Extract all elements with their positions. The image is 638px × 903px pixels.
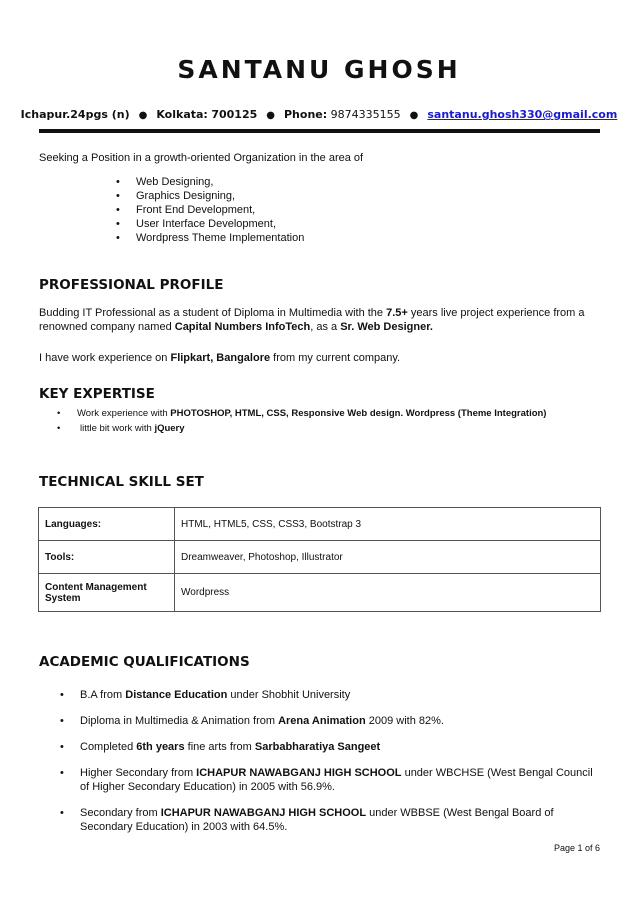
objective-intro: Seeking a Position in a growth-oriented Organization in the area of bbox=[39, 152, 364, 164]
email-link[interactable]: santanu.ghosh330@gmail.com bbox=[427, 108, 618, 121]
city-label: Kolkata: bbox=[156, 108, 208, 121]
header-rule bbox=[39, 129, 600, 133]
table-row: Languages: HTML, HTML5, CSS, CSS3, Bootstrap 3 bbox=[39, 508, 601, 541]
list-item: • Front End Development, bbox=[136, 203, 304, 217]
address: Ichapur.24pgs (n) bbox=[20, 108, 130, 121]
phone-value: 9874335155 bbox=[330, 108, 401, 121]
list-item: • B.A from Distance Education under Shobhit University bbox=[80, 688, 600, 702]
objective-areas bbox=[136, 175, 304, 245]
profile-heading: PROFESSIONAL PROFILE bbox=[39, 277, 224, 293]
academic-list bbox=[80, 688, 600, 834]
profile-paragraph-2: I have work experience on Flipkart, Bangalore from my current company. bbox=[39, 352, 401, 364]
list-item: • Higher Secondary from ICHAPUR NAWABGANJ HIGH SCHOOL under WBCHSE (West Bengal Council of Higher Secondary Education) in 2005 with 56.9%. bbox=[80, 766, 600, 794]
academic-heading: ACADEMIC QUALIFICATIONS bbox=[39, 654, 250, 670]
contact-line: Ichapur.24pgs (n) ● Kolkata: 700125 ● Phone: 9874335155 ● santanu.ghosh330@gmail.com bbox=[20, 108, 618, 121]
expertise-list bbox=[77, 408, 546, 434]
candidate-name: SANTANU GHOSH bbox=[177, 55, 461, 84]
list-item: • Web Designing, bbox=[136, 175, 304, 189]
list-item: • User Interface Development, bbox=[136, 217, 304, 231]
list-item: • little bit work with jQuery bbox=[77, 423, 546, 434]
phone-label: Phone: bbox=[284, 108, 328, 121]
list-item: • Work experience with PHOTOSHOP, HTML, CSS, Responsive Web design. Wordpress (Theme Integration) bbox=[77, 408, 546, 419]
list-item: • Completed 6th years fine arts from Sarbabharatiya Sangeet bbox=[80, 740, 600, 754]
city-value: 700125 bbox=[211, 108, 258, 121]
list-item: • Secondary from ICHAPUR NAWABGANJ HIGH SCHOOL under WBBSE (West Bengal Board of Secondary Education) in 2003 with 64.5%. bbox=[80, 806, 600, 834]
table-row: Tools: Dreamweaver, Photoshop, Illustrator bbox=[39, 541, 601, 574]
skills-table bbox=[38, 507, 601, 612]
profile-paragraph-1: Budding IT Professional as a student of Diploma in Multimedia with the 7.5+ years live project experience from a renowned company named Capital Numbers InfoTech, as a Sr. Web Designer. bbox=[39, 307, 585, 333]
skills-heading: TECHNICAL SKILL SET bbox=[39, 474, 204, 490]
list-item: • Graphics Designing, bbox=[136, 189, 304, 203]
page-number: Page 1 of 6 bbox=[553, 843, 600, 853]
table-row: Content Management System Wordpress bbox=[39, 574, 601, 612]
expertise-heading: KEY EXPERTISE bbox=[39, 386, 155, 402]
list-item: • Wordpress Theme Implementation bbox=[136, 231, 304, 245]
list-item: • Diploma in Multimedia & Animation from Arena Animation 2009 with 82%. bbox=[80, 714, 600, 728]
